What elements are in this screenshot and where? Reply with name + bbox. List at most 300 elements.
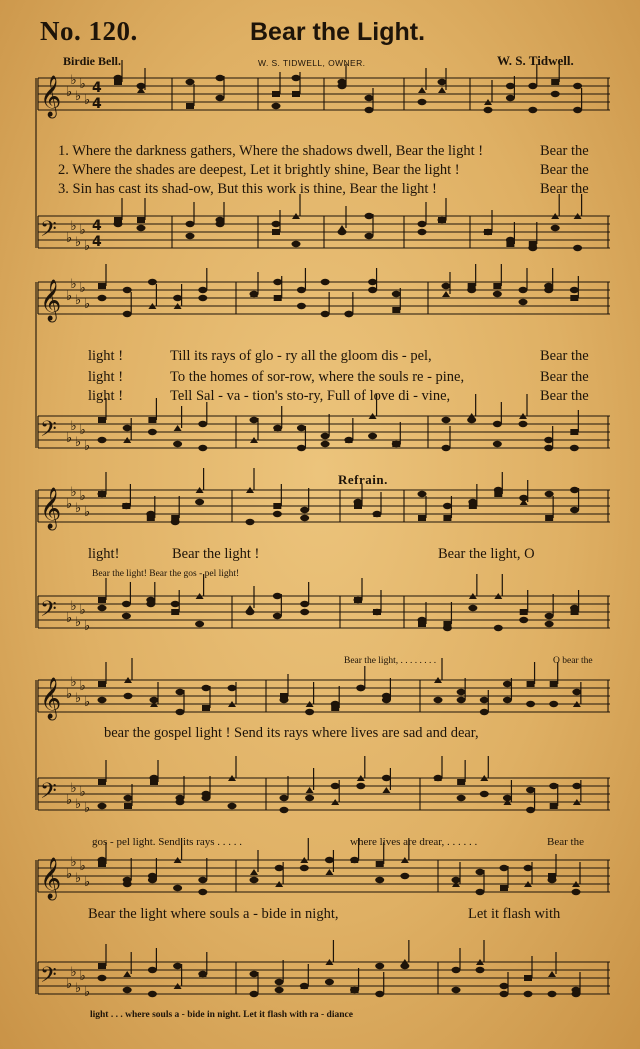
note-head — [365, 95, 374, 101]
flat-icon: ♭ — [75, 615, 82, 630]
verse-1-line-2-end: Bear the — [540, 348, 589, 364]
note-head — [297, 287, 306, 293]
bass-clef-icon: 𝄢 — [40, 217, 57, 247]
note-head — [148, 967, 157, 973]
flat-icon: ♭ — [79, 489, 86, 504]
note-head — [98, 437, 107, 443]
note-head — [216, 75, 225, 81]
note-head — [228, 685, 237, 691]
flat-icon: ♭ — [75, 235, 82, 250]
note-head — [195, 499, 204, 505]
note-head — [548, 877, 557, 883]
note-head — [124, 795, 133, 801]
note-head — [500, 991, 509, 997]
note-head — [305, 709, 314, 715]
time-signature-icon: 4 — [92, 218, 102, 234]
note-head — [549, 701, 558, 707]
note-head — [524, 991, 533, 997]
note-head — [273, 593, 282, 599]
note-head — [544, 437, 553, 443]
note-head — [476, 967, 485, 973]
note-head — [292, 75, 301, 81]
flat-icon: ♭ — [79, 679, 86, 694]
note-head — [438, 217, 447, 223]
note-head — [573, 83, 582, 89]
flat-icon: ♭ — [66, 611, 73, 626]
note-head — [176, 709, 185, 715]
flat-icon: ♭ — [66, 793, 73, 808]
note-head — [573, 245, 582, 251]
note-head — [250, 877, 259, 883]
note-head — [98, 295, 107, 301]
note-head — [365, 233, 374, 239]
note-head — [442, 445, 451, 451]
note-head — [297, 303, 306, 309]
verse-3-line-2: Tell Sal - va - tion's sto-ry, Full of love di - vine, — [170, 388, 451, 404]
note-head — [300, 601, 309, 607]
note-head — [494, 625, 503, 631]
note-head — [280, 795, 289, 801]
note-head — [375, 991, 384, 997]
note-head — [544, 283, 553, 289]
treble-clef-icon: 𝄞 — [40, 280, 62, 321]
note-head — [457, 689, 466, 695]
note-head — [506, 237, 515, 243]
note-head — [148, 429, 157, 435]
flat-icon: ♭ — [84, 297, 91, 312]
note-head — [442, 283, 451, 289]
note-head — [300, 515, 309, 521]
note-head — [572, 987, 581, 993]
bass-clef-icon: 𝄢 — [40, 597, 57, 627]
note-head — [452, 967, 461, 973]
note-head — [442, 417, 451, 423]
verse-2-line-2-end: Bear the — [540, 369, 589, 385]
note-head — [467, 287, 476, 293]
flat-icon: ♭ — [79, 969, 86, 984]
note-head — [98, 417, 106, 423]
note-head — [548, 971, 556, 977]
verse-1-line-1: 1. Where the darkness gathers, Where the shadows dwell, Bear the light ! — [58, 143, 484, 159]
note-head — [480, 791, 489, 797]
note-head — [368, 279, 377, 285]
note-head — [457, 795, 466, 801]
note-head — [98, 803, 107, 809]
note-head — [457, 697, 466, 703]
note-head — [519, 299, 528, 305]
note-head — [273, 511, 282, 517]
verse-3-line-1-end: Bear the — [540, 181, 589, 197]
note-head — [123, 971, 131, 977]
flat-icon: ♭ — [66, 867, 73, 882]
system-4-lyric: bear the gospel light ! Send its rays where lives are sad and dear, — [104, 725, 479, 741]
note-head — [528, 107, 537, 113]
note-head — [443, 503, 452, 509]
hymn-title: Bear the Light. — [250, 18, 426, 46]
system-6-lyric-b: Let it flash with — [468, 906, 561, 922]
note-head — [280, 697, 289, 703]
note-head — [272, 229, 280, 235]
flat-icon: ♭ — [84, 875, 91, 890]
note-head — [570, 429, 578, 435]
flat-icon: ♭ — [79, 423, 86, 438]
note-head — [176, 689, 185, 695]
note-head — [526, 787, 535, 793]
note-head — [468, 605, 477, 611]
note-head — [98, 283, 106, 289]
flat-icon: ♭ — [75, 501, 82, 516]
note-head — [476, 889, 485, 895]
note-head — [520, 609, 528, 615]
note-head — [526, 701, 535, 707]
note-head — [494, 487, 503, 493]
system-7-lyric: light . . . where souls a - bide in night. Let it flash with ra - diance — [90, 1010, 353, 1020]
flat-icon: ♭ — [70, 965, 77, 980]
flat-icon: ♭ — [70, 781, 77, 796]
flat-icon: ♭ — [75, 293, 82, 308]
note-head — [250, 869, 258, 875]
system-5-lyric-a: gos - pel light. Send its rays . . . . . — [92, 836, 243, 848]
flat-icon: ♭ — [79, 77, 86, 92]
note-head — [273, 279, 282, 285]
note-head — [305, 795, 314, 801]
verse-2-line-1: 2. Where the shades are deepest, Let it brightly shine, Bear the light ! — [58, 162, 460, 178]
note-head — [275, 865, 284, 871]
verse-2-line-2-start: light ! — [88, 369, 124, 385]
note-head — [418, 99, 427, 105]
flat-icon: ♭ — [79, 785, 86, 800]
note-head — [195, 621, 204, 627]
system-5-lyric-b: where lives are drear, . . . . . . — [350, 836, 478, 848]
note-head — [500, 885, 508, 891]
note-head — [338, 229, 347, 235]
note-head — [306, 787, 314, 793]
flat-icon: ♭ — [66, 431, 73, 446]
note-head — [480, 709, 489, 715]
flat-icon: ♭ — [70, 485, 77, 500]
note-head — [356, 685, 365, 691]
note-head — [137, 217, 145, 223]
note-head — [376, 861, 384, 867]
verse-1-line-1-end: Bear the — [540, 143, 589, 159]
note-head — [186, 103, 194, 109]
flat-icon: ♭ — [70, 855, 77, 870]
note-head — [382, 775, 391, 781]
note-head — [350, 857, 359, 863]
note-head — [321, 441, 330, 447]
note-head — [526, 807, 535, 813]
note-head — [392, 441, 401, 447]
note-head — [551, 225, 560, 231]
note-head — [122, 601, 131, 607]
note-head — [500, 983, 509, 989]
note-head — [550, 681, 558, 687]
note-head — [273, 613, 282, 619]
note-head — [98, 963, 106, 969]
note-head — [137, 225, 146, 231]
note-head — [98, 491, 107, 497]
flat-icon: ♭ — [75, 797, 82, 812]
note-head — [375, 877, 384, 883]
flat-icon: ♭ — [70, 675, 77, 690]
flat-icon: ♭ — [66, 977, 73, 992]
note-head — [545, 491, 554, 497]
note-head — [173, 885, 182, 891]
flat-icon: ♭ — [70, 219, 77, 234]
time-signature-icon: 4 — [92, 80, 102, 96]
refrain-upper-small-lyric: Bear the light! Bear the gos - pel light! — [92, 569, 240, 579]
note-head — [551, 91, 560, 97]
note-head — [321, 311, 330, 317]
note-head — [570, 487, 579, 493]
note-head — [503, 795, 512, 801]
note-head — [198, 971, 207, 977]
note-head — [124, 803, 132, 809]
note-head — [400, 963, 409, 969]
note-head — [171, 519, 180, 525]
note-head — [570, 295, 578, 301]
time-signature-icon: 4 — [92, 234, 102, 250]
refrain-label: Refrain. — [338, 472, 388, 487]
note-head — [375, 963, 384, 969]
flat-icon: ♭ — [84, 619, 91, 634]
note-head — [123, 287, 132, 293]
flat-icon: ♭ — [75, 871, 82, 886]
verse-3-line-1: 3. Sin has cast its shad-ow, But this work is thine, Bear the light ! — [58, 181, 437, 197]
note-head — [545, 613, 554, 619]
note-head — [484, 229, 493, 235]
note-head — [146, 597, 155, 603]
note-head — [373, 511, 382, 517]
note-head — [344, 437, 353, 443]
note-head — [400, 873, 409, 879]
note-head — [173, 295, 182, 301]
flat-icon: ♭ — [79, 281, 86, 296]
note-head — [467, 417, 476, 423]
note-head — [114, 75, 123, 81]
note-head — [123, 425, 132, 431]
treble-clef-icon: 𝄞 — [40, 488, 62, 529]
hymn-number: No. 120. — [40, 16, 138, 46]
note-head — [519, 421, 528, 427]
verse-2-line-2: To the homes of sor-row, where the souls re - pine, — [170, 369, 465, 385]
note-head — [354, 597, 363, 603]
note-head — [519, 617, 528, 623]
note-head — [493, 441, 502, 447]
note-head — [418, 515, 426, 521]
flat-icon: ♭ — [84, 801, 91, 816]
note-head — [280, 807, 289, 813]
note-head — [198, 889, 207, 895]
flat-icon: ♭ — [66, 497, 73, 512]
flat-icon: ♭ — [79, 603, 86, 618]
flat-icon: ♭ — [75, 691, 82, 706]
note-head — [365, 107, 374, 113]
note-head — [544, 445, 553, 451]
note-head — [493, 291, 502, 297]
note-head — [250, 971, 259, 977]
note-head — [146, 511, 155, 517]
note-head — [570, 287, 579, 293]
note-head — [493, 421, 502, 427]
note-head — [570, 445, 579, 451]
note-head — [150, 697, 159, 703]
note-head — [354, 499, 363, 505]
note-head — [123, 311, 132, 317]
flat-icon: ♭ — [84, 985, 91, 1000]
note-head — [572, 689, 581, 695]
note-head — [148, 417, 156, 423]
note-head — [373, 609, 382, 615]
note-head — [551, 79, 559, 85]
note-head — [325, 857, 334, 863]
flat-icon: ♭ — [75, 981, 82, 996]
note-head — [300, 609, 309, 615]
system-3-light: light! — [88, 546, 120, 562]
note-head — [321, 433, 330, 439]
flat-icon: ♭ — [84, 93, 91, 108]
flat-icon: ♭ — [66, 687, 73, 702]
flat-icon: ♭ — [75, 89, 82, 104]
note-head — [443, 625, 452, 631]
note-head — [524, 975, 532, 981]
note-head — [98, 597, 106, 603]
note-head — [228, 803, 237, 809]
note-head — [275, 979, 284, 985]
note-head — [272, 103, 281, 109]
verse-2-line-1-end: Bear the — [540, 162, 589, 178]
note-head — [443, 515, 451, 521]
note-head — [452, 987, 461, 993]
note-head — [506, 83, 515, 89]
system-5-lyric-c: Bear the — [547, 836, 584, 848]
note-head — [506, 95, 515, 101]
note-head — [468, 499, 477, 505]
bass-clef-icon: 𝄢 — [40, 779, 57, 809]
note-head — [545, 621, 554, 627]
flat-icon: ♭ — [66, 289, 73, 304]
note-head — [176, 799, 185, 805]
note-head — [186, 233, 195, 239]
note-head — [331, 701, 340, 707]
note-head — [98, 857, 107, 863]
note-head — [122, 503, 131, 509]
note-head — [338, 79, 347, 85]
note-head — [198, 445, 207, 451]
refrain-lower-small-lyric-end: O bear the — [553, 656, 593, 666]
flat-icon: ♭ — [84, 239, 91, 254]
system-6-lyric-a: Bear the light where souls a - bide in night, — [88, 906, 339, 922]
note-head — [545, 515, 553, 521]
note-head — [503, 697, 512, 703]
note-head — [480, 697, 489, 703]
note-head — [418, 491, 427, 497]
note-head — [434, 697, 443, 703]
flat-icon: ♭ — [84, 505, 91, 520]
verse-3-line-2-start: light ! — [88, 388, 124, 404]
note-head — [438, 79, 447, 85]
note-head — [452, 877, 461, 883]
note-head — [274, 295, 282, 301]
note-head — [250, 417, 259, 423]
flat-icon: ♭ — [84, 439, 91, 454]
copyright-owner: W. S. TIDWELL, OWNER. — [258, 58, 366, 68]
note-head — [418, 229, 427, 235]
note-head — [292, 241, 301, 247]
note-head — [350, 987, 359, 993]
note-head — [122, 613, 131, 619]
note-head — [519, 287, 528, 293]
note-head — [272, 91, 280, 97]
note-head — [572, 783, 581, 789]
verse-3-line-2-end: Bear the — [540, 388, 589, 404]
note-head — [124, 693, 133, 699]
note-head — [98, 975, 107, 981]
note-head — [174, 425, 182, 431]
note-head — [98, 605, 107, 611]
note-head — [344, 311, 353, 317]
note-head — [171, 601, 180, 607]
note-head — [418, 87, 426, 93]
note-head — [572, 889, 581, 895]
note-head — [500, 865, 509, 871]
treble-clef-icon: 𝄞 — [40, 76, 62, 117]
note-head — [325, 869, 333, 875]
flat-icon: ♭ — [79, 223, 86, 238]
note-head — [198, 421, 207, 427]
note-head — [297, 425, 306, 431]
note-head — [300, 865, 309, 871]
note-head — [246, 519, 255, 525]
note-head — [382, 693, 391, 699]
note-head — [418, 221, 427, 227]
note-head — [549, 783, 558, 789]
composer: W. S. Tidwell. — [497, 53, 574, 68]
note-head — [114, 221, 123, 227]
note-head — [198, 287, 207, 293]
note-head — [503, 681, 512, 687]
note-head — [493, 283, 501, 289]
note-head — [292, 91, 300, 97]
note-head — [98, 681, 106, 687]
note-head — [484, 107, 493, 113]
verse-1-line-2-start: light ! — [88, 348, 124, 364]
note-head — [273, 425, 282, 431]
treble-clef-icon: 𝄞 — [40, 858, 62, 899]
note-head — [548, 991, 557, 997]
note-head — [527, 681, 535, 687]
note-head — [368, 433, 377, 439]
treble-clef-icon: 𝄞 — [40, 678, 62, 719]
note-head — [186, 221, 195, 227]
flat-icon: ♭ — [66, 85, 73, 100]
note-head — [570, 605, 579, 611]
note-head — [457, 779, 465, 785]
flat-icon: ♭ — [70, 277, 77, 292]
note-head — [202, 685, 211, 691]
note-head — [123, 987, 132, 993]
note-head — [519, 495, 528, 501]
flat-icon: ♭ — [70, 73, 77, 88]
flat-icon: ♭ — [70, 599, 77, 614]
bass-clef-icon: 𝄢 — [40, 417, 57, 447]
note-head — [148, 991, 157, 997]
note-head — [246, 609, 255, 615]
lyricist: Birdie Bell. — [63, 54, 121, 68]
note-head — [528, 83, 537, 89]
flat-icon: ♭ — [79, 859, 86, 874]
note-head — [418, 617, 427, 623]
